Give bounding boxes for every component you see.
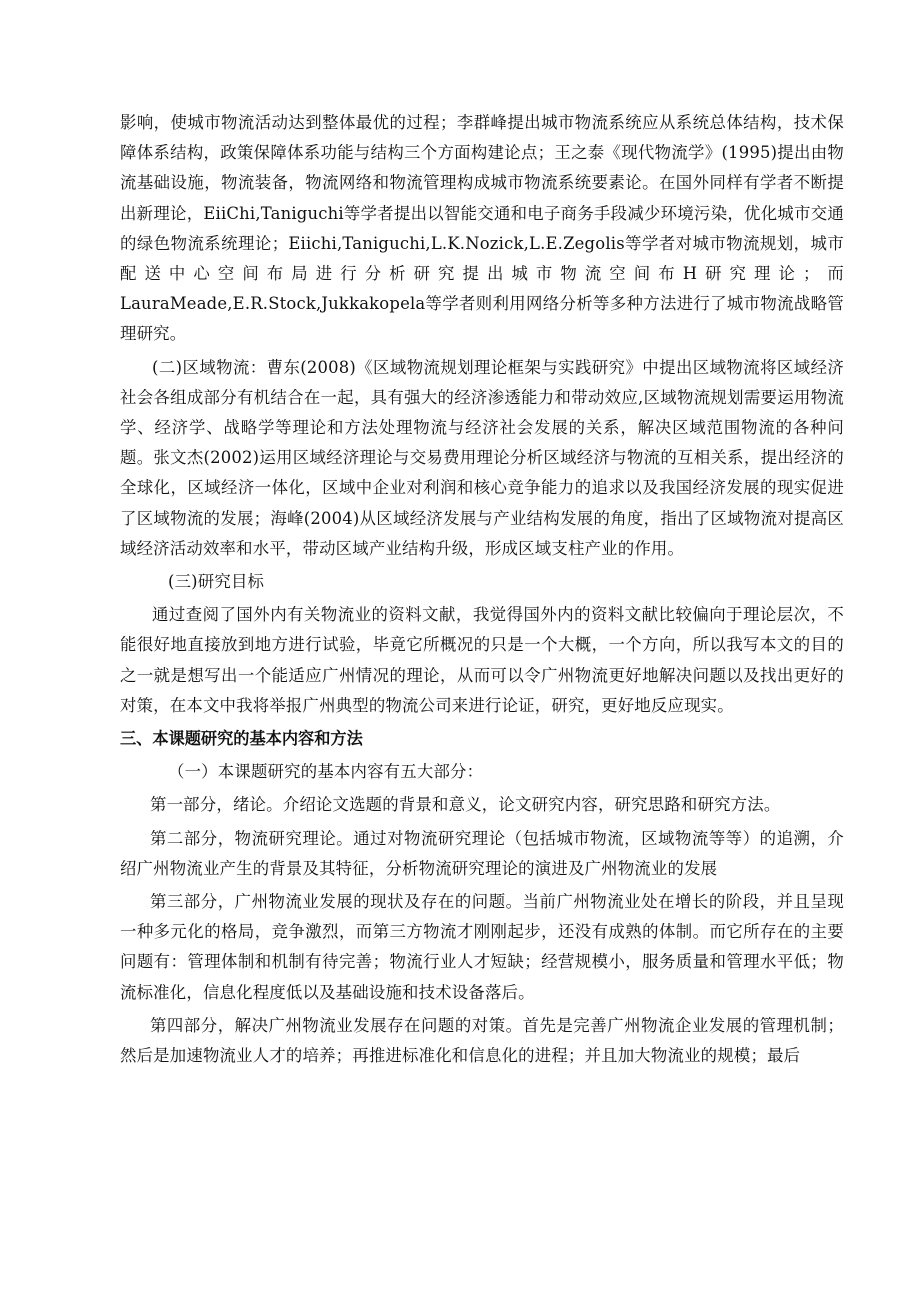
research-goal-heading: (三)研究目标 (168, 572, 265, 592)
part-one-paragraph: 第一部分，绪论。介绍论文选题的背景和意义，论文研究内容，研究思路和研究方法。 (150, 795, 781, 815)
part-two-paragraph: 第二部分，物流研究理论。通过对物流研究理论（包括城市物流，区域物流等等）的追溯，介绍广州物流业产生的背景及其特征，分析物流研究理论的演进及广州物流业的发展 (120, 828, 844, 878)
research-goal-paragraph: 通过查阅了国外内有关物流业的资料文献，我觉得国外内的资料文献比较偏向于理论层次，不能很好地直接放到地方进行试验，毕竟它所概况的只是一个大概，一个方向，所以我写本文的目的之一就是想写出一个能适应广州情况的理论，从而可以令广州物流更好地解决问题以及找出更好的对策，在本文中我将举报广州典型的物流公司来进行论证，研究，更好地反应现实。 (120, 605, 844, 715)
continuation-paragraph: 影响，使城市物流活动达到整体最优的过程；李群峰提出城市物流系统应从系统总体结构，技术保障体系结构，政策保障体系功能与结构三个方面构建论点；王之泰《现代物流学》(1995)提出由物流基础设施，物流装备，物流网络和物流管理构成城市物流系统要素论。在国外同样有学者不断提出新理论，EiiChi,Taniguchi等学者提出以智能交通和电子商务手段减少环境污染，优化城市交通的绿色物流系统理论；Eiichi,Taniguchi,L.K.Nozick,L.E.Zegolis等学者对城市物流规划，城市配送中心空间布局进行分析研究提出城市物流空间布H研究理论；而LauraMeade,E.R.Stock,Jukkakopela等学者则利用网络分析等多种方法进行了城市物流战略管理研究。 (120, 113, 844, 344)
content-subheading: （一）本课题研究的基本内容有五大部分： (168, 762, 484, 782)
document-page (120, 108, 844, 1074)
section-three-heading: 三、本课题研究的基本内容和方法 (120, 729, 363, 749)
regional-logistics-paragraph: (二)区域物流：曹东(2008)《区域物流规划理论框架与实践研究》中提出区域物流将区域经济社会各组成部分有机结合在一起，具有强大的经济渗透能力和带动效应,区域物流规划需要运用物流学、经济学、战略学等理论和方法处理物流与经济社会发展的关系，解决区域范围物流的各种问题。张文杰(2002)运用区域经济理论与交易费用理论分析区域经济与物流的互相关系，提出经济的全球化，区域经济一体化，区域中企业对利润和核心竞争能力的追求以及我国经济发展的现实促进了区域物流的发展；海峰(2004)从区域经济发展与产业结构发展的角度，指出了区域物流对提高区域经济活动效率和水平，带动区域产业结构升级，形成区域支柱产业的作用。 (120, 357, 844, 558)
part-three-paragraph: 第三部分，广州物流业发展的现状及存在的问题。当前广州物流业处在增长的阶段，并且呈现一种多元化的格局，竞争激烈，而第三方物流才刚刚起步，还没有成熟的体制。而它所存在的主要问题有：管理体制和机制有待完善；物流行业人才短缺；经营规模小，服务质量和管理水平低；物流标准化，信息化程度低以及基础设施和技术设备落后。 (120, 892, 844, 1002)
part-four-paragraph: 第四部分，解决广州物流业发展存在问题的对策。首先是完善广州物流企业发展的管理机制；然后是加速物流业人才的培养；再推进标准化和信息化的进程；并且加大物流业的规模；最后 (120, 1015, 844, 1066)
